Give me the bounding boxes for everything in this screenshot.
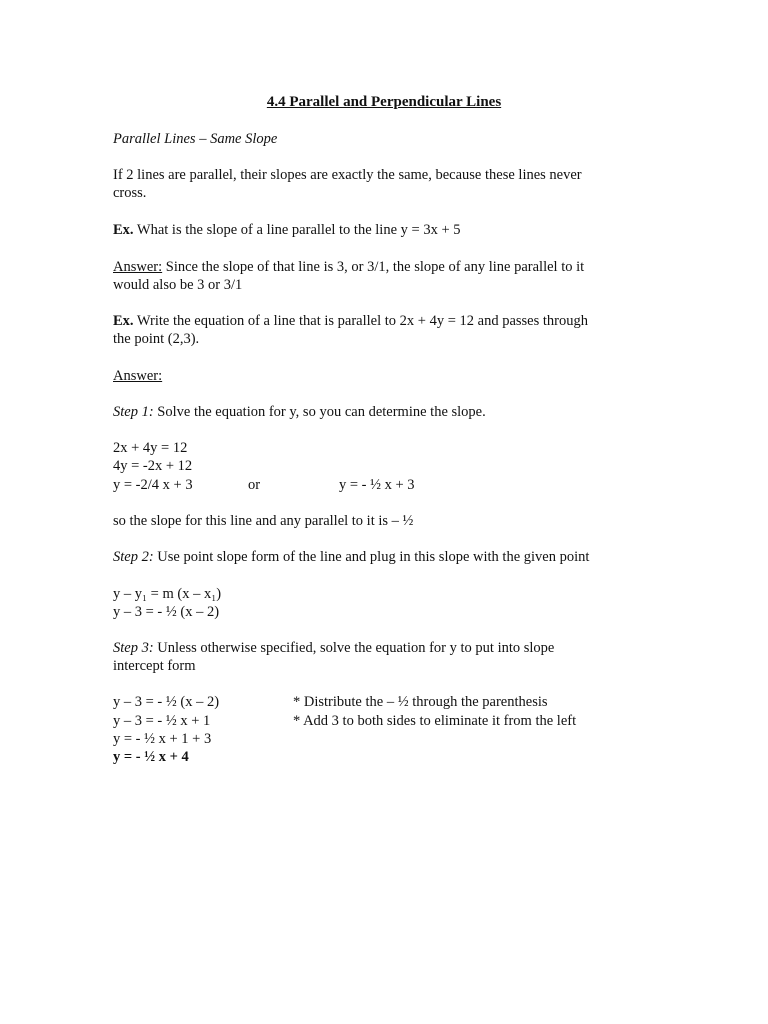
step-1-eq-1: 2x + 4y = 12 — [113, 440, 188, 456]
answer-1-line-2: would also be 3 or 3/1 — [113, 277, 243, 293]
example-2-line-2: the point (2,3). — [113, 331, 200, 347]
answer-2-label: Answer: — [113, 368, 163, 384]
step-1 — [113, 403, 486, 421]
example-2-line-1 — [113, 312, 588, 330]
example-1-text: What is the slope of a line parallel to the line y = 3x + 5 — [133, 222, 461, 238]
example-1 — [113, 221, 461, 239]
answer-1-label: Answer: — [113, 259, 163, 275]
step-3-note-2: * Add 3 to both sides to eliminate it from the left — [293, 713, 577, 729]
answer-1-text: Since the slope of that line is 3, or 3/1, the slope of any line parallel to it — [162, 259, 585, 275]
step-2 — [113, 548, 589, 566]
slope-note: so the slope for this line and any parallel to it is – ½ — [113, 513, 414, 529]
example-1-label: Ex. — [113, 222, 134, 238]
step-2-eq-1: y – y₁ = m (x – x₁) — [113, 586, 222, 602]
step-3-eq-3: y = - ½ x + 1 + 3 — [113, 731, 212, 747]
step-1-text: Solve the equation for y, so you can determine the slope. — [153, 404, 486, 420]
step-2-text: Use point slope form of the line and plug in this slope with the given point — [153, 549, 590, 565]
step-3-line-1 — [113, 639, 554, 657]
step-1-or: or — [248, 477, 261, 493]
step-3-note-1: * Distribute the – ½ through the parenthesis — [293, 694, 548, 710]
step-1-label: Step 1: — [113, 404, 154, 420]
answer-1-line-1 — [113, 258, 584, 276]
step-1-eq-3: y = -2/4 x + 3 — [113, 477, 193, 493]
intro-line-2: cross. — [113, 185, 147, 201]
intro-line-1: If 2 lines are parallel, their slopes are exactly the same, because these lines never — [113, 167, 582, 183]
step-3-line-2: intercept form — [113, 658, 196, 674]
step-3-text: Unless otherwise specified, solve the equation for y to put into slope — [153, 640, 555, 656]
step-1-eq-3-alt: y = - ½ x + 3 — [339, 477, 415, 493]
step-3-eq-1: y – 3 = - ½ (x – 2) — [113, 694, 220, 710]
step-3-label: Step 3: — [113, 640, 154, 656]
step-3-eq-2: y – 3 = - ½ x + 1 — [113, 713, 211, 729]
final-answer: y = - ½ x + 4 — [113, 749, 189, 765]
step-1-eq-2: 4y = -2x + 12 — [113, 458, 193, 474]
example-2-label: Ex. — [113, 313, 134, 329]
page-title: 4.4 Parallel and Perpendicular Lines — [266, 94, 502, 110]
step-2-label: Step 2: — [113, 549, 154, 565]
step-2-eq-2: y – 3 = - ½ (x – 2) — [113, 604, 220, 620]
example-2-text: Write the equation of a line that is parallel to 2x + 4y = 12 and passes through — [133, 313, 588, 329]
subheading: Parallel Lines – Same Slope — [113, 131, 278, 147]
